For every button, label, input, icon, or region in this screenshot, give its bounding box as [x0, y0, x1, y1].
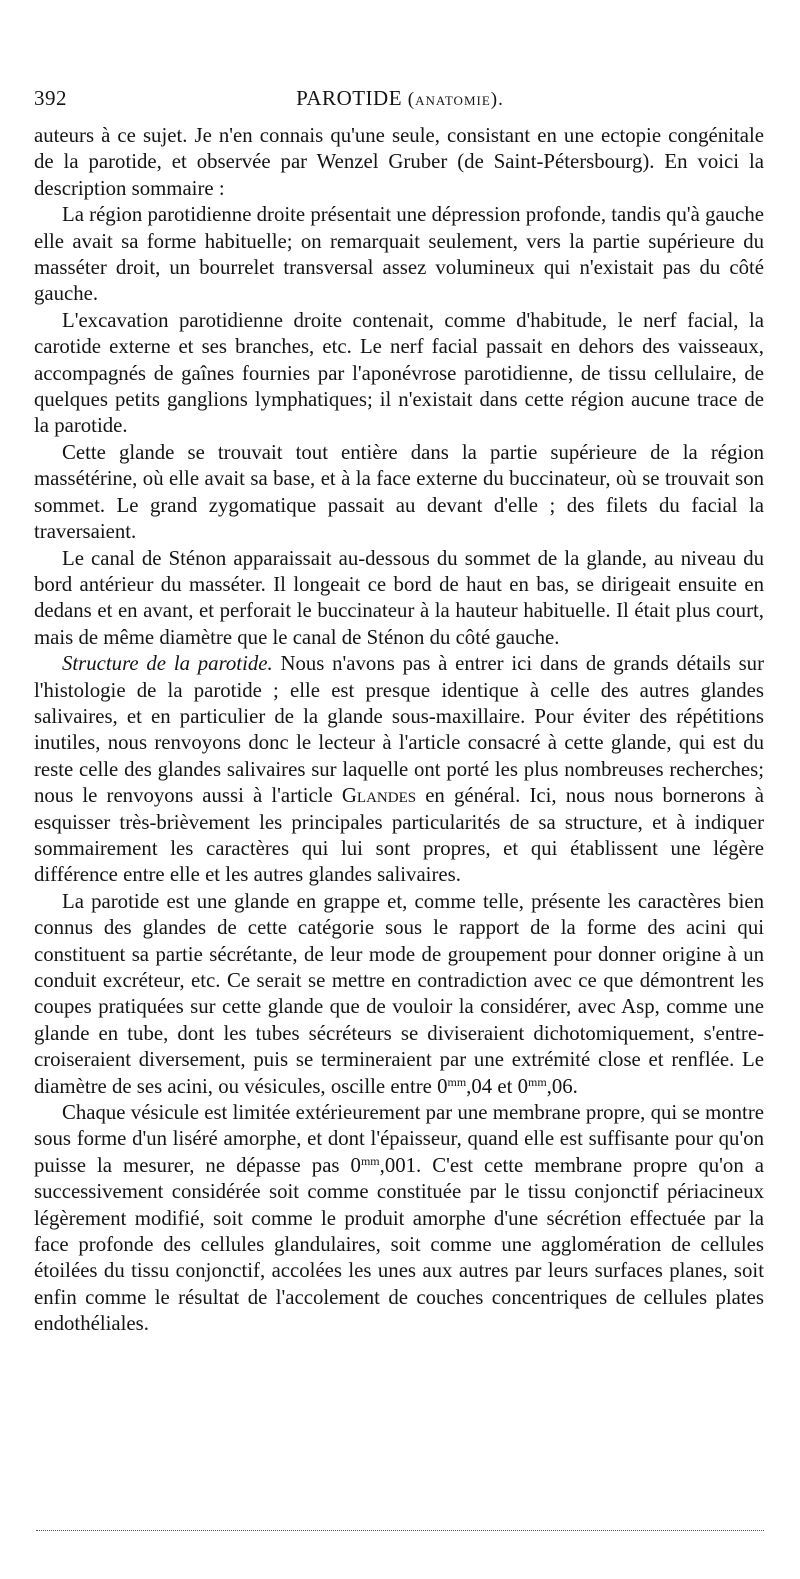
paragraph-8	[34, 1100, 764, 1338]
connector-text: et	[492, 1074, 518, 1098]
paragraph-2	[34, 202, 764, 308]
running-head	[34, 86, 766, 111]
measure-unit: mm	[360, 1153, 380, 1168]
measure-value-rest: ,001	[379, 1153, 417, 1177]
paragraph-5	[34, 546, 764, 652]
measure-value-rest: ,06	[546, 1074, 573, 1098]
paragraph-tail: .	[572, 1074, 578, 1098]
measure-value: 0	[517, 1074, 528, 1098]
cross-reference: Glandes	[341, 784, 417, 808]
page-number: 392	[34, 86, 67, 110]
paragraph-4	[34, 440, 764, 546]
measure-value: 0	[350, 1153, 361, 1177]
paragraph-text: Chaque vésicule est limitée extérieurement par une membrane propre, qui se montre sous forme d'un liséré amorphe, et dont l'épaisseur, quand elle est suffisante pour qu'on puisse la mesurer, ne dépasse pas	[34, 1101, 764, 1177]
paragraph-text: La parotide est une glande en grappe et, comme telle, présente les caractères bien connus des glandes de cette catégorie sous le rapport de la forme des acini qui constituent sa partie sécrétante, de leur mode de groupement pour donner origine à un conduit excréteur, etc. Ce serait se mettre en contradiction avec ce que démontrent les coupes pratiquées sur cette glande que de vouloir la considérer, avec Asp, comme une glande en tube, dont les tubes sécréteurs se diviseraient dichotomiquement, s'entre-croiseraient diversement, puis se termineraient par une extrémité close et renflée. Le diamètre de ses acini, ou vésicules, oscille entre	[34, 889, 764, 1098]
paragraph-text: La région parotidienne droite présentait une dépression profonde, tandis qu'à gauche elle avait sa forme habituelle; on remarquait seulement, vers la partie supérieure du masséter droit, un bourrelet transversal assez volumineux qui n'existait pas du côté gauche.	[34, 203, 764, 306]
paragraph-6	[34, 651, 764, 889]
body-text	[34, 123, 764, 1338]
paragraph-text: auteurs à ce sujet. Je n'en connais qu'une seule, consistant en une ectopie congénitale de la parotide, et observée par Wenzel Gruber (de Saint-Pétersbourg). En voici la description sommaire :	[34, 124, 764, 200]
paragraph-1	[34, 123, 764, 202]
paragraph-text: L'excavation parotidienne droite contenait, comme d'habitude, le nerf facial, la carotide externe et ses branches, etc. Le nerf facial passait en dehors des vaisseaux, accompagnés de gaînes fournies par l'aponévrose parotidienne, de tissu cellulaire, de quelques petits ganglions lymphatiques; il n'existait dans cette région aucune trace de la parotide.	[34, 308, 764, 438]
running-head-section: (anatomie).	[407, 89, 504, 110]
paragraph-text: Nous n'avons pas à entrer ici dans de grands détails sur l'histologie de la parotide ; elle est presque identique à celle des autres glandes salivaires, et en particulier de la glande sous-maxillaire. Pour éviter des répétitions inutiles, nous renvoyons donc le lecteur à l'article consacré à cette glande, qui est du reste celle des glandes salivaires sur laquelle ont porté les plus nombreuses recherches; nous le renvoyons aussi à l'article	[34, 652, 764, 808]
measure-value-rest: ,04	[466, 1074, 493, 1098]
measure-value: 0	[437, 1074, 448, 1098]
paragraph-text: Le canal de Sténon apparaissait au-dessous du sommet de la glande, au niveau du bord antérieur du masséter. Il longeait ce bord de haut en bas, se dirigeait ensuite en dedans et en avant, et perforait le buccinateur à la hauteur habituelle. Il était plus court, mais de même diamètre que le canal de Sténon du côté gauche.	[34, 546, 764, 649]
page-header	[34, 86, 766, 114]
running-head-title: PAROTIDE	[296, 86, 403, 110]
paragraph-7	[34, 889, 764, 1100]
paragraph-text-after: en général. Ici, nous nous bornerons à esquisser très-brièvement les principales particularités de sa structure, et à indiquer sommairement les caractères qui lui sont propres, et qui établissent une légère différence entre elle et les autres glandes salivaires.	[34, 784, 764, 887]
measure-unit: mm	[528, 1074, 547, 1089]
paragraph-3	[34, 308, 764, 440]
measure-unit: mm	[447, 1074, 467, 1089]
section-lead: Structure de la parotide.	[62, 652, 273, 676]
paragraph-text: Cette glande se trouvait tout entière dans la partie supérieure de la région massétérine, où elle avait sa base, et à la face externe du buccinateur, où se trouvait son sommet. Le grand zygomatique passait au devant d'elle ; des filets du facial la traversaient.	[34, 440, 764, 544]
paragraph-text-after: . C'est cette membrane propre qu'on a successivement considérée soit comme constituée par le tissu conjonctif périacineux légèrement modifié, soit comme le produit amorphe d'une sécrétion effectuée par la face profonde des cellules glandulaires, soit comme une agglomération de cellules étoilées du tissu conjonctif, accolées les unes aux autres par leurs surfaces planes, soit enfin comme le résultat de l'accolement de couches concentriques de cellules plates endothéliales.	[34, 1153, 764, 1336]
footer-dotted-rule	[36, 1530, 764, 1531]
